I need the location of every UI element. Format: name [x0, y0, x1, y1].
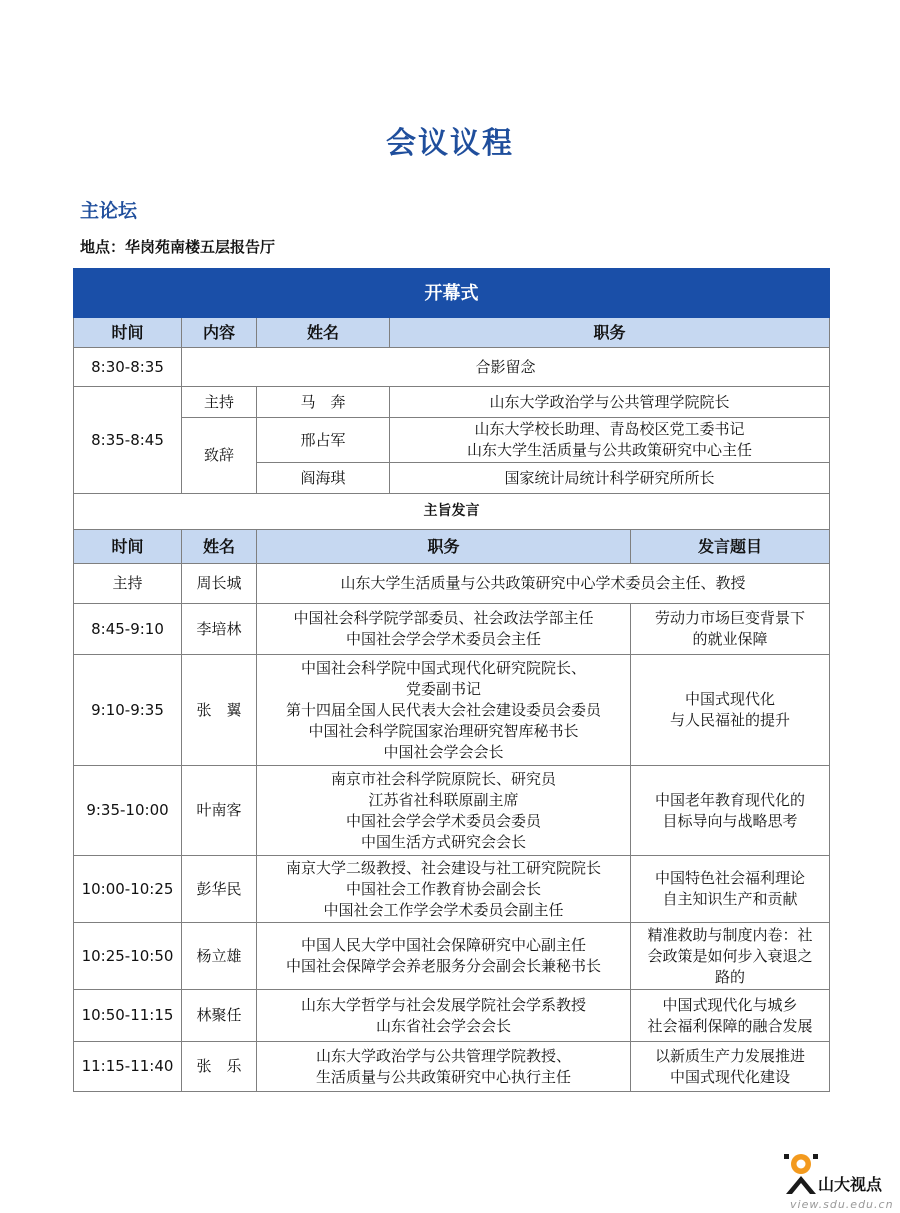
topic-cell: 以新质生产力发展推进 中国式现代化建设	[631, 1042, 830, 1092]
logo-brand: 山大视点	[818, 1175, 883, 1194]
role-cell: 山东大学政治学与公共管理学院院长	[390, 387, 830, 418]
time-cell: 9:10-9:35	[74, 655, 182, 766]
keynote-subhead-row	[74, 494, 830, 530]
site-logo	[778, 1148, 900, 1213]
section-title: 主论坛	[80, 200, 138, 222]
header-name: 姓名	[257, 318, 390, 348]
table-row	[74, 604, 830, 655]
header-role: 职务	[257, 530, 631, 564]
content-cell: 主持	[182, 387, 257, 418]
table-row	[74, 655, 830, 766]
name-cell: 林聚任	[182, 990, 257, 1042]
time-cell: 8:35-8:45	[74, 387, 182, 494]
name-cell: 李培林	[182, 604, 257, 655]
time-cell: 8:30-8:35	[74, 348, 182, 387]
time-cell: 9:35-10:00	[74, 766, 182, 856]
table-row	[74, 387, 830, 418]
role-cell: 山东大学政治学与公共管理学院教授、 生活质量与公共政策研究中心执行主任	[257, 1042, 631, 1092]
table-row	[74, 923, 830, 990]
header-time: 时间	[74, 318, 182, 348]
keynote-header-row	[74, 530, 830, 564]
name-cell: 阎海琪	[257, 463, 390, 494]
role-cell: 山东大学哲学与社会发展学院社会学系教授 山东省社会学会会长	[257, 990, 631, 1042]
opening-banner: 开幕式	[74, 269, 830, 318]
table-row	[74, 348, 830, 387]
opening-header-row	[74, 318, 830, 348]
role-cell: 中国人民大学中国社会保障研究中心副主任 中国社会保障学会养老服务分会副会长兼秘书长	[257, 923, 631, 990]
topic-cell: 中国式现代化 与人民福祉的提升	[631, 655, 830, 766]
role-cell: 山东大学生活质量与公共政策研究中心学术委员会主任、教授	[257, 564, 830, 604]
role-cell: 山东大学校长助理、青岛校区党工委书记 山东大学生活质量与公共政策研究中心主任	[390, 418, 830, 463]
topic-cell: 中国特色社会福利理论 自主知识生产和贡献	[631, 856, 830, 923]
topic-cell: 劳动力市场巨变背景下 的就业保障	[631, 604, 830, 655]
role-cell: 中国社会科学院中国式现代化研究院院长、 党委副书记 第十四届全国人民代表大会社会建设委员会委员 中国社会科学院国家治理研究智库秘书长 中国社会学会会长	[257, 655, 631, 766]
topic-cell: 中国式现代化与城乡 社会福利保障的融合发展	[631, 990, 830, 1042]
page-title: 会议议程	[386, 126, 514, 161]
name-cell: 周长城	[182, 564, 257, 604]
logo-url: view.sdu.edu.cn	[790, 1198, 894, 1211]
time-cell: 11:15-11:40	[74, 1042, 182, 1092]
header-time: 时间	[74, 530, 182, 564]
table-row	[74, 856, 830, 923]
role-cell: 南京大学二级教授、社会建设与社工研究院院长 中国社会工作教育协会副会长 中国社会工作学会学术委员会副主任	[257, 856, 631, 923]
time-cell: 10:00-10:25	[74, 856, 182, 923]
agenda-table	[73, 268, 830, 1092]
role-cell: 南京市社会科学院原院长、研究员 江苏省社科联原副主席 中国社会学会学术委员会委员 中国生活方式研究会会长	[257, 766, 631, 856]
header-topic: 发言题目	[631, 530, 830, 564]
time-cell: 10:25-10:50	[74, 923, 182, 990]
role-cell: 中国社会科学院学部委员、社会政法学部主任 中国社会学会学术委员会主任	[257, 604, 631, 655]
content-cell: 合影留念	[182, 348, 830, 387]
content-cell: 致辞	[182, 418, 257, 494]
time-cell: 10:50-11:15	[74, 990, 182, 1042]
opening-banner-row	[74, 269, 830, 318]
role-cell: 国家统计局统计科学研究所所长	[390, 463, 830, 494]
name-cell: 马 奔	[257, 387, 390, 418]
table-row	[74, 990, 830, 1042]
time-cell: 主持	[74, 564, 182, 604]
header-content: 内容	[182, 318, 257, 348]
name-cell: 邢占军	[257, 418, 390, 463]
table-row	[74, 564, 830, 604]
topic-cell: 精准救助与制度内卷：社 会政策是如何步入衰退之 路的	[631, 923, 830, 990]
table-row	[74, 1042, 830, 1092]
time-cell: 8:45-9:10	[74, 604, 182, 655]
keynote-subhead: 主旨发言	[74, 494, 830, 530]
name-cell: 彭华民	[182, 856, 257, 923]
location-label: 地点：华岗苑南楼五层报告厅	[80, 238, 276, 256]
name-cell: 叶南客	[182, 766, 257, 856]
table-row	[74, 418, 830, 463]
table-row	[74, 766, 830, 856]
sdu-emblem-icon	[782, 1150, 820, 1196]
header-name: 姓名	[182, 530, 257, 564]
name-cell: 张 乐	[182, 1042, 257, 1092]
name-cell: 杨立雄	[182, 923, 257, 990]
topic-cell: 中国老年教育现代化的 目标导向与战略思考	[631, 766, 830, 856]
name-cell: 张 翼	[182, 655, 257, 766]
header-role: 职务	[390, 318, 830, 348]
